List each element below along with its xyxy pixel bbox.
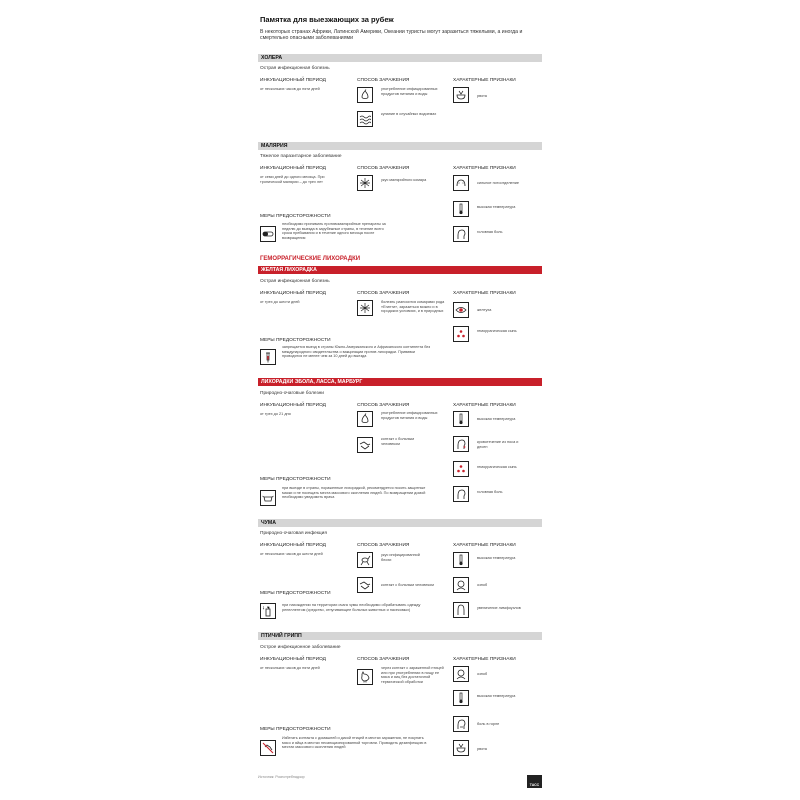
- pear-icon: [357, 87, 373, 103]
- section-title: ЖЕЛТАЯ ЛИХОРАДКА: [261, 267, 317, 273]
- infection-text: употребление инфицированных продуктов питания и воды: [381, 411, 438, 420]
- infection-text: контакт с больным человеком: [381, 437, 415, 446]
- chills-icon: [453, 577, 469, 593]
- sign-text: головная боль: [477, 490, 503, 494]
- incubation-header: ИНКУБАЦИОННЫЙ ПЕРИОД: [260, 291, 326, 296]
- sign-text: высокая температура: [477, 417, 516, 421]
- eye-icon: [453, 302, 469, 318]
- mask-icon: [260, 490, 276, 506]
- sign-text: увеличение лимфоузлов: [477, 606, 521, 610]
- section-subtitle: Острая инфекционная болезнь: [260, 66, 330, 71]
- pear-icon: [357, 411, 373, 427]
- incubation-text: от трех до шести дней: [260, 300, 300, 304]
- thermometer-icon: [453, 411, 469, 427]
- incubation-header: ИНКУБАЦИОННЫЙ ПЕРИОД: [260, 166, 326, 171]
- signs-header: ХАРАКТЕРНЫЕ ПРИЗНАКИ: [453, 543, 516, 548]
- sign-text: рвота: [477, 747, 487, 751]
- infection-header: СПОСОБ ЗАРАЖЕНИЯ: [357, 403, 410, 408]
- thermometer-icon: [453, 690, 469, 706]
- incubation-text: от семи дней до одного месяца. При тропической малярии – до трех лет: [260, 175, 325, 184]
- sign-text: кровотечение из носа и десен: [477, 440, 519, 449]
- sign-text: боль в горле: [477, 722, 500, 726]
- sign-text: рвота: [477, 94, 487, 98]
- vomit-icon: [453, 740, 469, 756]
- thermometer-icon: [453, 201, 469, 217]
- chills-icon: [453, 666, 469, 682]
- vomit-icon: [453, 87, 469, 103]
- mosquito-icon: [357, 175, 373, 191]
- section-title: ПТИЧИЙ ГРИПП: [261, 633, 302, 639]
- infection-text: болезнь разносится комарами рода «Египти», заразиться можно и в городских условиях, и в природных: [381, 300, 445, 313]
- sign-text: головная боль: [477, 230, 503, 234]
- section-title: ЧУМА: [261, 520, 276, 526]
- section-title: ЛИХОРАДКИ ЭБОЛА, ЛАССА, МАРБУРГ: [261, 379, 363, 385]
- incubation-header: ИНКУБАЦИОННЫЙ ПЕРИОД: [260, 78, 326, 83]
- prevention-header: МЕРЫ ПРЕДОСТОРОЖНОСТИ: [260, 591, 331, 596]
- sign-text: геморрагическая сыпь: [477, 465, 517, 469]
- incubation-header: ИНКУБАЦИОННЫЙ ПЕРИОД: [260, 543, 326, 548]
- sweat-face-icon: [453, 175, 469, 191]
- thermometer-icon: [453, 552, 469, 568]
- prevention-text: при выезде в страны, пораженные лихорадкой, рекомендуется носить защитные маски и не посещать места массового скопления людей. По возвращении домой необходимо уведомить врача: [282, 486, 426, 499]
- signs-header: ХАРАКТЕРНЫЕ ПРИЗНАКИ: [453, 291, 516, 296]
- prevention-header: МЕРЫ ПРЕДОСТОРОЖНОСТИ: [260, 477, 331, 482]
- section-subtitle: Природно-очаговые болезни: [260, 391, 324, 396]
- sign-text: высокая температура: [477, 694, 516, 698]
- intro-text: В некоторых странах Африки, Латинской Америки, Океании туристы могут заразиться тяжелыми, а иногда и смертельно опасными заболеваниями: [260, 29, 523, 42]
- section-title: МАЛЯРИЯ: [261, 143, 288, 149]
- infection-text: укус малярийного комара: [381, 178, 427, 182]
- section-bar-plague: [258, 519, 542, 527]
- handshake-icon: [357, 577, 373, 593]
- sign-text: желтуха: [477, 308, 492, 312]
- sign-text: геморрагическая сыпь: [477, 329, 517, 333]
- chicken-icon: [357, 669, 373, 685]
- signs-header: ХАРАКТЕРНЫЕ ПРИЗНАКИ: [453, 166, 516, 171]
- incubation-text: от нескольких часов до пяти дней: [260, 666, 320, 670]
- signs-header: ХАРАКТЕРНЫЕ ПРИЗНАКИ: [453, 403, 516, 408]
- infection-text: купание в случайных водоемах: [381, 112, 437, 116]
- sign-text: озноб: [477, 672, 488, 676]
- prevention-header: МЕРЫ ПРЕДОСТОРОЖНОСТИ: [260, 727, 331, 732]
- infection-header: СПОСОБ ЗАРАЖЕНИЯ: [357, 543, 410, 548]
- section-bar-malaria: [258, 142, 542, 150]
- sign-text: сильное потоотделение: [477, 181, 519, 185]
- source-note: Источник: Роспотребнадзор: [258, 775, 305, 779]
- incubation-text: от нескольких часов до шести дней: [260, 552, 323, 556]
- infection-text: контакт с больным человеком: [381, 583, 434, 587]
- prevention-header: МЕРЫ ПРЕДОСТОРОЖНОСТИ: [260, 214, 331, 219]
- syringe-icon: [260, 349, 276, 365]
- prevention-text: Избегать контакта с домашней и дикой птицей в местах заражения, не покупать мясо и яйца в местах несанкционированной торговли. Проводить дезинфекцию в местах массового скопления людей: [282, 736, 427, 749]
- headache-icon: [453, 226, 469, 242]
- incubation-text: от нескольких часов до пяти дней: [260, 87, 320, 91]
- headache-icon: [453, 486, 469, 502]
- sign-text: высокая температура: [477, 205, 516, 209]
- infection-header: СПОСОБ ЗАРАЖЕНИЯ: [357, 657, 410, 662]
- flea-icon: [357, 552, 373, 568]
- rash-icon: [453, 461, 469, 477]
- pill-icon: [260, 226, 276, 242]
- sign-text: высокая температура: [477, 556, 516, 560]
- infection-header: СПОСОБ ЗАРАЖЕНИЯ: [357, 78, 410, 83]
- infection-header: СПОСОБ ЗАРАЖЕНИЯ: [357, 166, 410, 171]
- prevention-text: при нахождении на территории очага чумы необходимо обрабатывать одежду репеллентом (средство, отпугивающее больных животных и насекомых): [282, 603, 421, 612]
- section-title: ХОЛЕРА: [261, 55, 283, 61]
- spray-icon: [260, 603, 276, 619]
- incubation-text: от трех до 21 дня: [260, 412, 291, 416]
- nosebleed-icon: [453, 436, 469, 452]
- prevention-header: МЕРЫ ПРЕДОСТОРОЖНОСТИ: [260, 338, 331, 343]
- section-subtitle: Тяжелое паразитарное заболевание: [260, 154, 342, 159]
- infection-text: употребление инфицированных продуктов питания и воды: [381, 87, 438, 96]
- sign-text: озноб: [477, 583, 488, 587]
- infection-header: СПОСОБ ЗАРАЖЕНИЯ: [357, 291, 410, 296]
- signs-header: ХАРАКТЕРНЫЕ ПРИЗНАКИ: [453, 657, 516, 662]
- section-bar-ebola: [258, 378, 542, 386]
- prevention-text: запрещается выезд в страны Южно-Американского и Африканского континента без международного свидетельства о вакцинации против лихорадки. Прививки проводятся не менее чем за 10 дней до выезда: [282, 345, 431, 358]
- section-subtitle: Природно-очаговая инфекция: [260, 531, 327, 536]
- section-subtitle: Острое инфекционное заболевание: [260, 645, 341, 650]
- hemorrhagic-title: ГЕМОРРАГИЧЕСКИЕ ЛИХОРАДКИ: [260, 256, 361, 262]
- incubation-header: ИНКУБАЦИОННЫЙ ПЕРИОД: [260, 403, 326, 408]
- infection-text: укус инфицированной блохи: [381, 553, 420, 562]
- section-bar-yellow-fever: [258, 266, 542, 274]
- tass-logo: ТАСС: [527, 775, 542, 788]
- water-icon: [357, 111, 373, 127]
- section-subtitle: Острая инфекционная болезнь: [260, 279, 330, 284]
- handshake-icon: [357, 437, 373, 453]
- lymph-icon: [453, 602, 469, 618]
- rash-icon: [453, 326, 469, 342]
- incubation-header: ИНКУБАЦИОННЫЙ ПЕРИОД: [260, 657, 326, 662]
- page-title: Памятка для выезжающих за рубеж: [260, 15, 394, 24]
- no-bird-icon: [260, 740, 276, 756]
- signs-header: ХАРАКТЕРНЫЕ ПРИЗНАКИ: [453, 78, 516, 83]
- section-bar-bird-flu: [258, 632, 542, 640]
- infection-text: через контакт с зараженной птицей или при употреблении в пищу ее мяса и яиц без достаточной термической обработки: [381, 666, 444, 684]
- throat-icon: [453, 716, 469, 732]
- mosquito-icon: [357, 300, 373, 316]
- prevention-text: необходимо принимать противомалярийные препараты за неделю до выезда в зарубежные страны, в течение всего срока пребывания и в течение одного месяца после возвращения: [282, 222, 386, 240]
- section-bar-cholera: [258, 54, 542, 62]
